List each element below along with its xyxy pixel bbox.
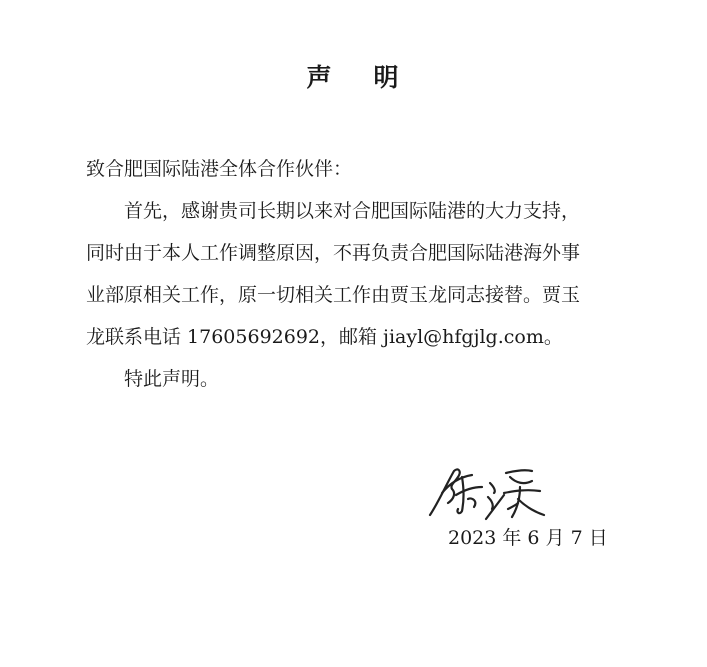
- title-char-1: 声: [306, 63, 334, 92]
- title-char-2: 明: [373, 63, 401, 92]
- statement-body: [86, 148, 646, 400]
- handwritten-signature: [428, 463, 548, 523]
- paragraph-line-4: 龙联系电话 17605692692，邮箱 jiayl@hfgjlg.com。: [86, 326, 563, 348]
- salutation: 致合肥国际陆港全体合作伙伴：: [86, 158, 353, 180]
- paragraph-line-2: 同时由于本人工作调整原因，不再负责合肥国际陆港海外事: [86, 242, 581, 264]
- paragraph-line-1: 首先，感谢贵司长期以来对合肥国际陆港的大力支持，: [124, 200, 581, 222]
- paragraph-line-3: 业部原相关工作，原一切相关工作由贾玉龙同志接替。贾玉: [86, 284, 581, 306]
- statement-date: 2023 年 6 月 7 日: [448, 527, 608, 549]
- document-title: [0, 58, 707, 94]
- closing-text: 特此声明。: [124, 368, 220, 390]
